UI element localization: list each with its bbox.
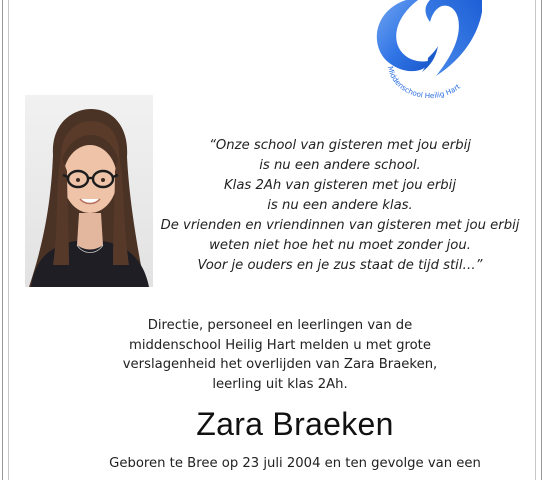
- poem-line: Klas 2Ah van gisteren met jou erbij: [224, 178, 456, 193]
- poem-line: is nu een andere klas.: [267, 198, 413, 213]
- poem-line: De vrienden en vriendinnen van gisteren met jou erbij: [160, 218, 520, 233]
- announcement-line: Directie, personeel en leerlingen van de: [147, 318, 413, 333]
- announcement-line: leerling uit klas 2Ah.: [212, 376, 348, 392]
- announcement-text: [60, 316, 500, 394]
- announcement-line: verslagenheid het overlijden van Zara Braeken,: [122, 357, 438, 372]
- logo-text: Middenschool Heilig Hart: [385, 65, 462, 101]
- birth-line: Geboren te Bree op 23 juli 2004 en ten gevolge van een: [109, 456, 481, 471]
- poem-line: is nu een andere school.: [259, 158, 421, 173]
- poem-line: “Onze school van gisteren met jou erbij: [209, 138, 471, 153]
- school-logo: [366, 0, 486, 102]
- heart-ribbon-icon: [377, 0, 482, 76]
- birth-info: [60, 454, 530, 474]
- poem-line: Voor je ouders en je zus staat de tijd stil…”: [197, 258, 483, 273]
- memorial-poem: [160, 136, 520, 276]
- portrait-photo: [25, 95, 153, 287]
- poem-line: weten niet hoe het nu moet zonder jou.: [209, 238, 471, 253]
- announcement-line: middenschool Heilig Hart melden u met grote: [129, 337, 431, 353]
- deceased-name: Zara Braeken: [196, 406, 394, 442]
